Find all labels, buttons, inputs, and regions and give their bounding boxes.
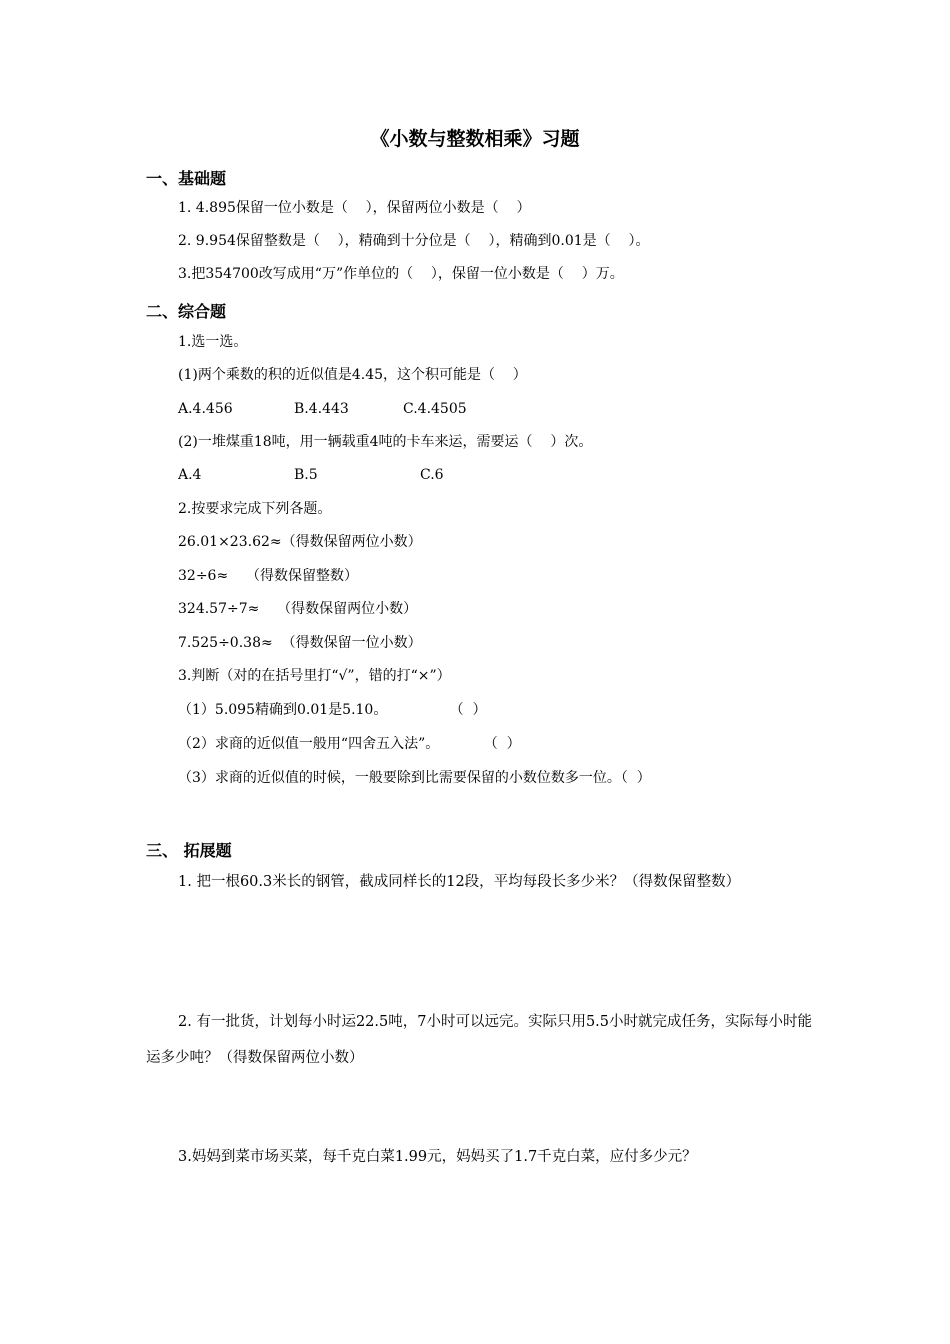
basic-question-2: 2. 9.954保留整数是（ ），精确到十分位是（ ），精确到0.01是（ ）。	[178, 233, 650, 249]
extension-problem-1: 1. 把一根60.3米长的钢管，截成同样长的12段，平均每段长多少米？（得数保留整数）	[178, 874, 741, 890]
calc-item-1: 26.01×23.62≈（得数保留两位小数）	[178, 534, 422, 550]
page-title: 《小数与整数相乘》习题	[370, 128, 580, 150]
choice-1-option-a: A.4.456	[178, 401, 233, 417]
judge-item-3: （3）求商的近似值的时候，一般要除到比需要保留的小数位数多一位。（ ）	[178, 770, 651, 786]
calc-item-3: 324.57÷7≈ （得数保留两位小数）	[178, 601, 418, 617]
choice-2-option-b: B.5	[294, 467, 318, 483]
calc-item-2: 32÷6≈ （得数保留整数）	[178, 568, 358, 584]
section-2-heading: 二、综合题	[146, 302, 227, 321]
choice-2-option-c: C.6	[420, 467, 444, 483]
basic-question-3: 3.把354700改写成用“万”作单位的（ ），保留一位小数是（ ）万。	[178, 266, 624, 282]
judge-item-1: （1）5.095精确到0.01是5.10。 （ ）	[178, 702, 487, 718]
judge-intro: 3.判断（对的在括号里打“√”，错的打“×”）	[178, 668, 451, 684]
choice-1-option-b: B.4.443	[294, 401, 349, 417]
choice-1-option-c: C.4.4505	[403, 401, 467, 417]
extension-problem-3: 3.妈妈到菜市场买菜，每千克白菜1.99元，妈妈买了1.7千克白菜，应付多少元？	[178, 1149, 697, 1165]
choice-intro: 1.选一选。	[178, 334, 248, 350]
extension-problem-2: 2. 有一批货，计划每小时运22.5吨，7小时可以远完。实际只用5.5小时就完成任务，实际每小时能运多少吨？（得数保留两位小数）	[146, 1014, 813, 1066]
choice-2-option-a: A.4	[178, 467, 202, 483]
section-3-heading: 三、 拓展题	[146, 841, 232, 860]
choice-question-1: (1)两个乘数的积的近似值是4.45，这个积可能是（ ）	[178, 367, 527, 383]
judge-item-2: （2）求商的近似值一般用“四舍五入法”。 （ ）	[178, 736, 521, 752]
calc-intro: 2.按要求完成下列各题。	[178, 501, 332, 517]
section-1-heading: 一、基础题	[146, 169, 227, 188]
choice-question-2: (2)一堆煤重18吨，用一辆载重4吨的卡车来运，需要运（ ）次。	[178, 434, 593, 450]
basic-question-1: 1. 4.895保留一位小数是（ ），保留两位小数是（ ）	[178, 200, 531, 216]
calc-item-4: 7.525÷0.38≈ （得数保留一位小数）	[178, 635, 422, 651]
